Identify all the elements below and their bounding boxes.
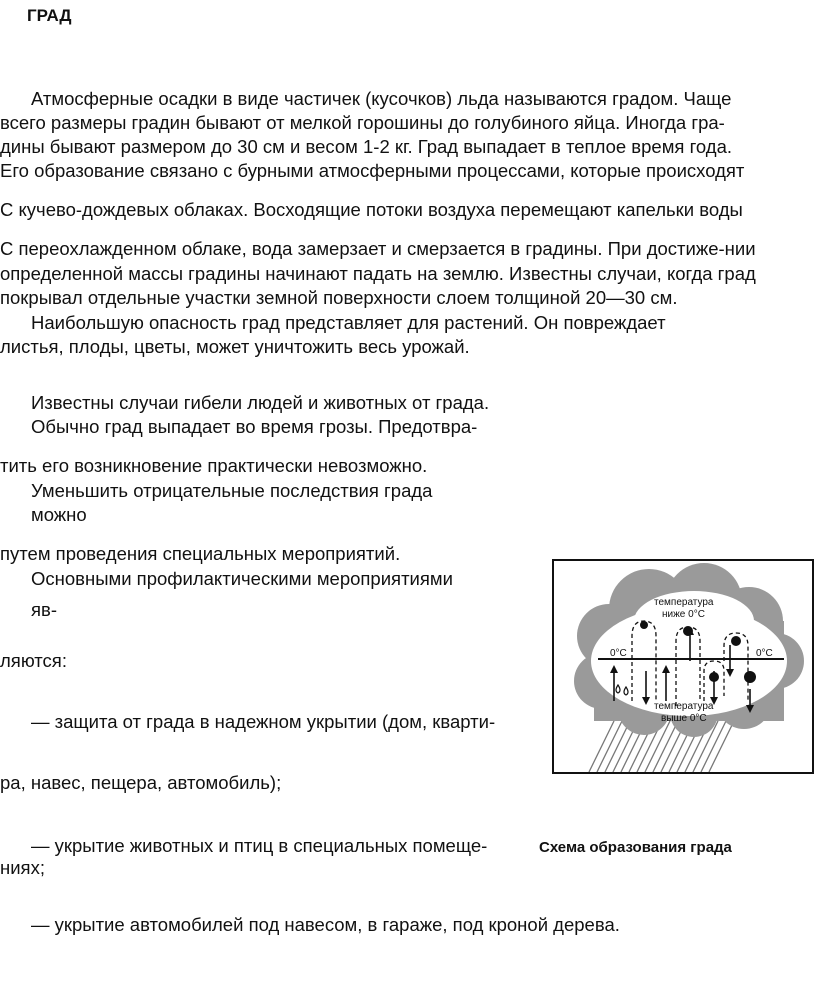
paragraph-line: С кучево-дождевых облаках. Восходящие потоки воздуха перемещают капельки воды xyxy=(0,199,743,220)
paragraph-line: ляются: xyxy=(0,650,67,671)
list-item-continuation: ра, навес, пещера, автомобиль); xyxy=(0,772,282,793)
figure-caption: Схема образования града xyxy=(539,839,732,856)
hail-diagram-svg xyxy=(554,561,812,772)
paragraph-line: Атмосферные осадки в виде частичек (кусочков) льда называются градом. Чаще xyxy=(31,88,732,109)
temperature-below-label: температура xyxy=(654,597,714,608)
paragraph-line: Обычно град выпадает во время грозы. Предотвра- xyxy=(31,416,478,437)
paragraph-line: тить его возникновение практически невозможно. xyxy=(0,455,428,476)
list-item-continuation: ниях; xyxy=(0,857,45,878)
paragraph-line: Известны случаи гибели людей и животных от града. xyxy=(31,392,490,413)
list-item: — укрытие животных и птиц в специальных помеще- xyxy=(31,835,488,856)
zero-label-right: 0°С xyxy=(756,648,773,659)
paragraph-line: яв- xyxy=(31,599,58,620)
temperature-above-value: выше 0°С xyxy=(661,713,707,724)
paragraph-line: всего размеры градин бывают от мелкой горошины до голубиного яйца. Иногда гра- xyxy=(0,112,725,133)
paragraph-line: Основными профилактическими мероприятиями xyxy=(31,568,453,589)
hail-formation-diagram xyxy=(552,559,814,774)
zero-label-left: 0°С xyxy=(610,648,627,659)
document-title: ГРАД xyxy=(27,6,72,25)
paragraph-line: путем проведения специальных мероприятий. xyxy=(0,543,401,564)
paragraph-line: Уменьшить отрицательные последствия града xyxy=(31,480,433,501)
temperature-above-label: температура xyxy=(654,701,714,712)
paragraph-line: Его образование связано с бурными атмосферными процессами, которые происходят xyxy=(0,160,745,181)
list-item: — защита от града в надежном укрытии (дом, кварти- xyxy=(31,711,496,732)
paragraph-line: определенной массы градины начинают падать на землю. Известны случаи, когда град xyxy=(0,263,756,284)
paragraph-line: можно xyxy=(31,504,87,525)
temperature-below-value: ниже 0°С xyxy=(662,609,705,620)
paragraph-line: Наибольшую опасность град представляет для растений. Он повреждает xyxy=(31,312,666,333)
rain-streaks xyxy=(589,721,734,772)
paragraph-line: покрывал отдельные участки земной поверхности слоем толщиной 20—30 см. xyxy=(0,287,678,308)
paragraph-line: С переохлажденном облаке, вода замерзает и смерзается в градины. При достиже-нии xyxy=(0,238,756,259)
paragraph-line: листья, плоды, цветы, может уничтожить весь урожай. xyxy=(0,336,470,357)
list-item: — укрытие автомобилей под навесом, в гараже, под кроной дерева. xyxy=(31,914,620,935)
paragraph-line: дины бывают размером до 30 см и весом 1-2 кг. Град выпадает в теплое время года. xyxy=(0,136,733,157)
